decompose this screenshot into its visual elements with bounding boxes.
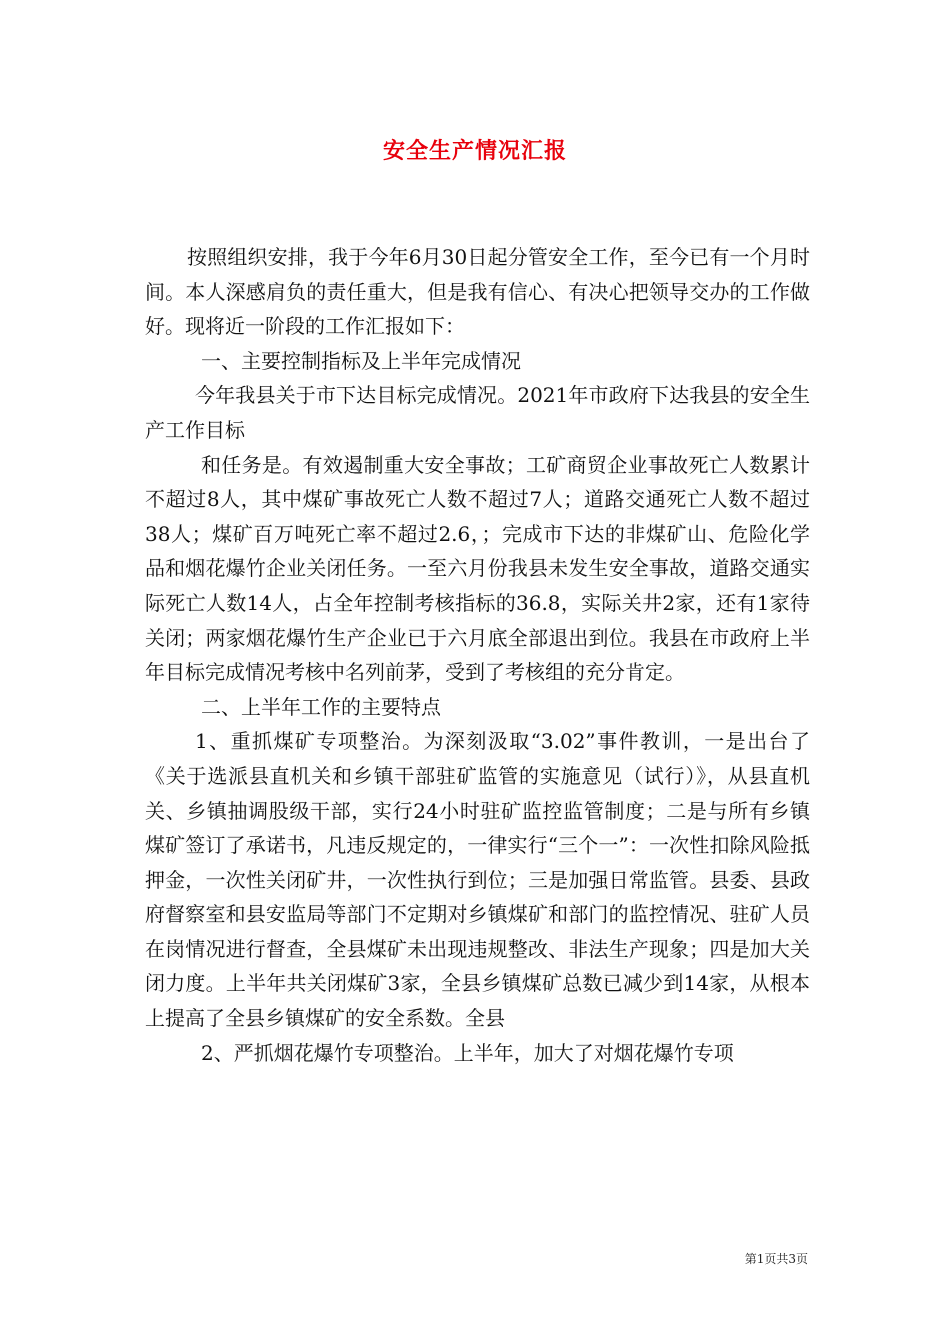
document-body (145, 240, 810, 1070)
section-heading-1: 一、主要控制指标及上半年完成情况 (201, 348, 521, 373)
document-title: 安全生产情况汇报 (382, 138, 567, 164)
paragraph-fireworks: 2、严抓烟花爆竹专项整治。上半年，加大了对烟花爆竹专项 (201, 1040, 734, 1065)
section-heading-2: 二、上半年工作的主要特点 (201, 694, 441, 719)
paragraph-targets: 今年我县关于市下达目标完成情况。2021年市政府下达我县的安全生产工作目标 (145, 383, 810, 442)
page-number: 第1页共3页 (744, 1252, 808, 1266)
paragraph-coal-mine: 1、重抓煤矿专项整治。为深刻汲取“3.02”事件教训，一是出台了《关于选派县直机关和乡镇干部驻矿监管的实施意见（试行）》，从县直机关、乡镇抽调股级干部，实行24小时驻矿监控监管制度；二是与所有乡镇煤矿签订了承诺书，凡违反规定的，一律实行“三个一”：一次性扣除风险抵押金，一次性关闭矿井，一次性执行到位；三是加强日常监管。县委、县政府督察室和县安监局等部门不定期对乡镇煤矿和部门的监控情况、驻矿人员在岗情况进行督查，全县煤矿未出现违规整改、非法生产现象；四是加大关闭力度。上半年共关闭煤矿3家，全县乡镇煤矿总数已减少到14家，从根本上提高了全县乡镇煤矿的安全系数。全县 (145, 729, 810, 1031)
paragraph-tasks: 和任务是。有效遏制重大安全事故；工矿商贸企业事故死亡人数累计不超过8人，其中煤矿事故死亡人数不超过7人；道路交通死亡人数不超过38人；煤矿百万吨死亡率不超过2.6，；完成市下达的非煤矿山、危险化学品和烟花爆竹企业关闭任务。一至六月份我县未发生安全事故，道路交通实际死亡人数14人，占全年控制考核指标的36.8，实际关井2家，还有1家待关闭；两家烟花爆竹生产企业已于六月底全部退出到位。我县在市政府上半年目标完成情况考核中名列前茅，受到了考核组的充分肯定。 (145, 452, 810, 685)
intro-paragraph: 按照组织安排，我于今年6月30日起分管安全工作，至今已有一个月时间。本人深感肩负的责任重大，但是我有信心、有决心把领导交办的工作做好。现将近一阶段的工作汇报如下： (145, 245, 810, 339)
